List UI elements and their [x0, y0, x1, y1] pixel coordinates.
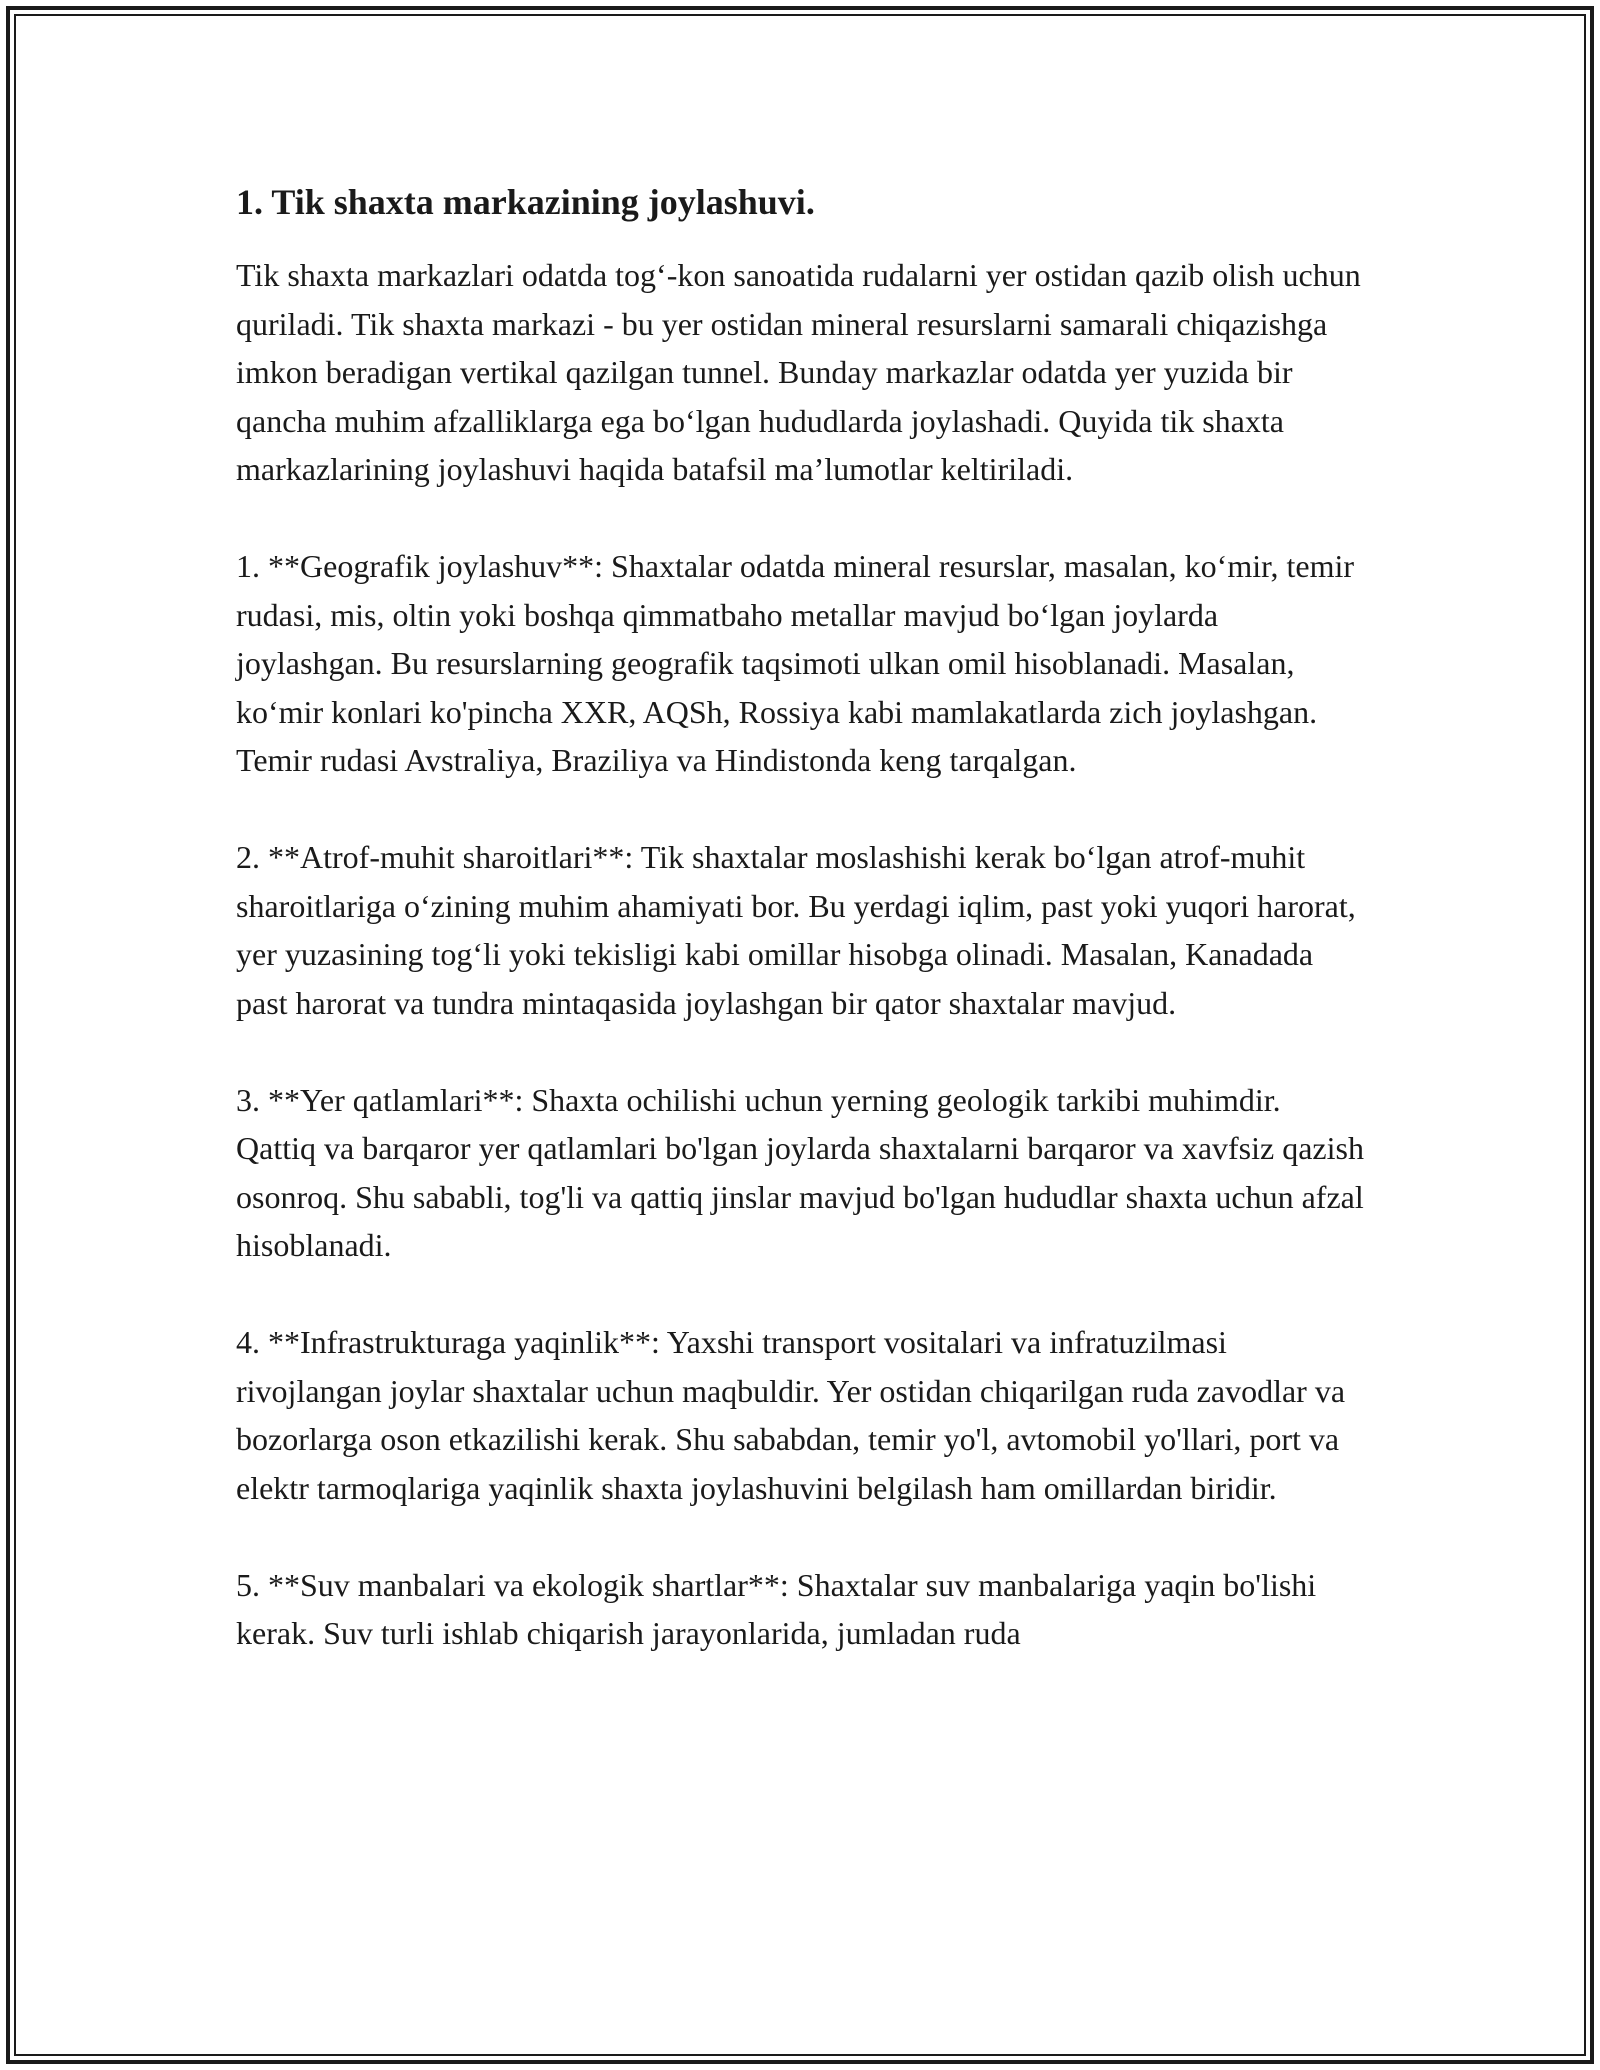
document-title: 1. Tik shaxta markazining joylashuvi. [236, 182, 815, 222]
intro-paragraph: Tik shaxta markazlari odatda tog‘-kon sanoatida rudalarni yer ostidan qazib olish uchun quriladi. Tik shaxta markazi - bu yer ostidan mineral resurslarni samarali chiqazishga imkon beradigan vertikal qazilgan tunnel. Bunday markazlar odatda yer yuzida bir qancha muhim afzalliklarga ega bo‘lgan hududlarda joylashadi. Quyida tik shaxta markazlarining joylashuvi haqida batafsil ma’lumotlar keltiriladi. [236, 257, 1361, 487]
point-1-paragraph: 1. **Geografik joylashuv**: Shaxtalar odatda mineral resurslar, masalan, ko‘mir, temir rudasi, mis, oltin yoki boshqa qimmatbaho metallar mavjud bo‘lgan joylarda joylashgan. Bu resurslarning geografik taqsimoti ulkan omil hisoblanadi. Masalan, ko‘mir konlari ko'pincha XXR, AQSh, Rossiya kabi mamlakatlarda zich joylashgan. Temir rudasi Avstraliya, Braziliya va Hindistonda keng tarqalgan. [236, 548, 1354, 778]
point-2-paragraph: 2. **Atrof-muhit sharoitlari**: Tik shaxtalar moslashishi kerak bo‘lgan atrof-muhit sharoitlariga o‘zining muhim ahamiyati bor. Bu yerdagi iqlim, past yoki yuqori harorat, yer yuzasining tog‘li yoki tekisligi kabi omillar hisobga olinadi. Masalan, Kanadada past harorat va tundra mintaqasida joylashgan bir qator shaxtalar mavjud. [236, 839, 1356, 1021]
document-body [236, 180, 1366, 1706]
point-3-paragraph: 3. **Yer qatlamlari**: Shaxta ochilishi uchun yerning geologik tarkibi muhimdir. Qattiq va barqaror yer qatlamlari bo'lgan joylarda shaxtalarni barqaror va xavfsiz qazish osonroq. Shu sababli, tog'li va qattiq jinslar mavjud bo'lgan hududlar shaxta uchun afzal hisoblanadi. [236, 1081, 1364, 1263]
point-4-paragraph: 4. **Infrastrukturaga yaqinlik**: Yaxshi transport vositalari va infratuzilmasi rivojlangan joylar shaxtalar uchun maqbuldir. Yer ostidan chiqarilgan ruda zavodlar va bozorlarga oson etkazilishi kerak. Shu sababdan, temir yo'l, avtomobil yo'llari, port va elektr tarmoqlariga yaqinlik shaxta joylashuvini belgilash ham omillardan biridir. [236, 1324, 1346, 1506]
point-5-paragraph: 5. **Suv manbalari va ekologik shartlar**: Shaxtalar suv manbalariga yaqin bo'lishi kerak. Suv turli ishlab chiqarish jarayonlarida, jumladan ruda [236, 1566, 1317, 1651]
